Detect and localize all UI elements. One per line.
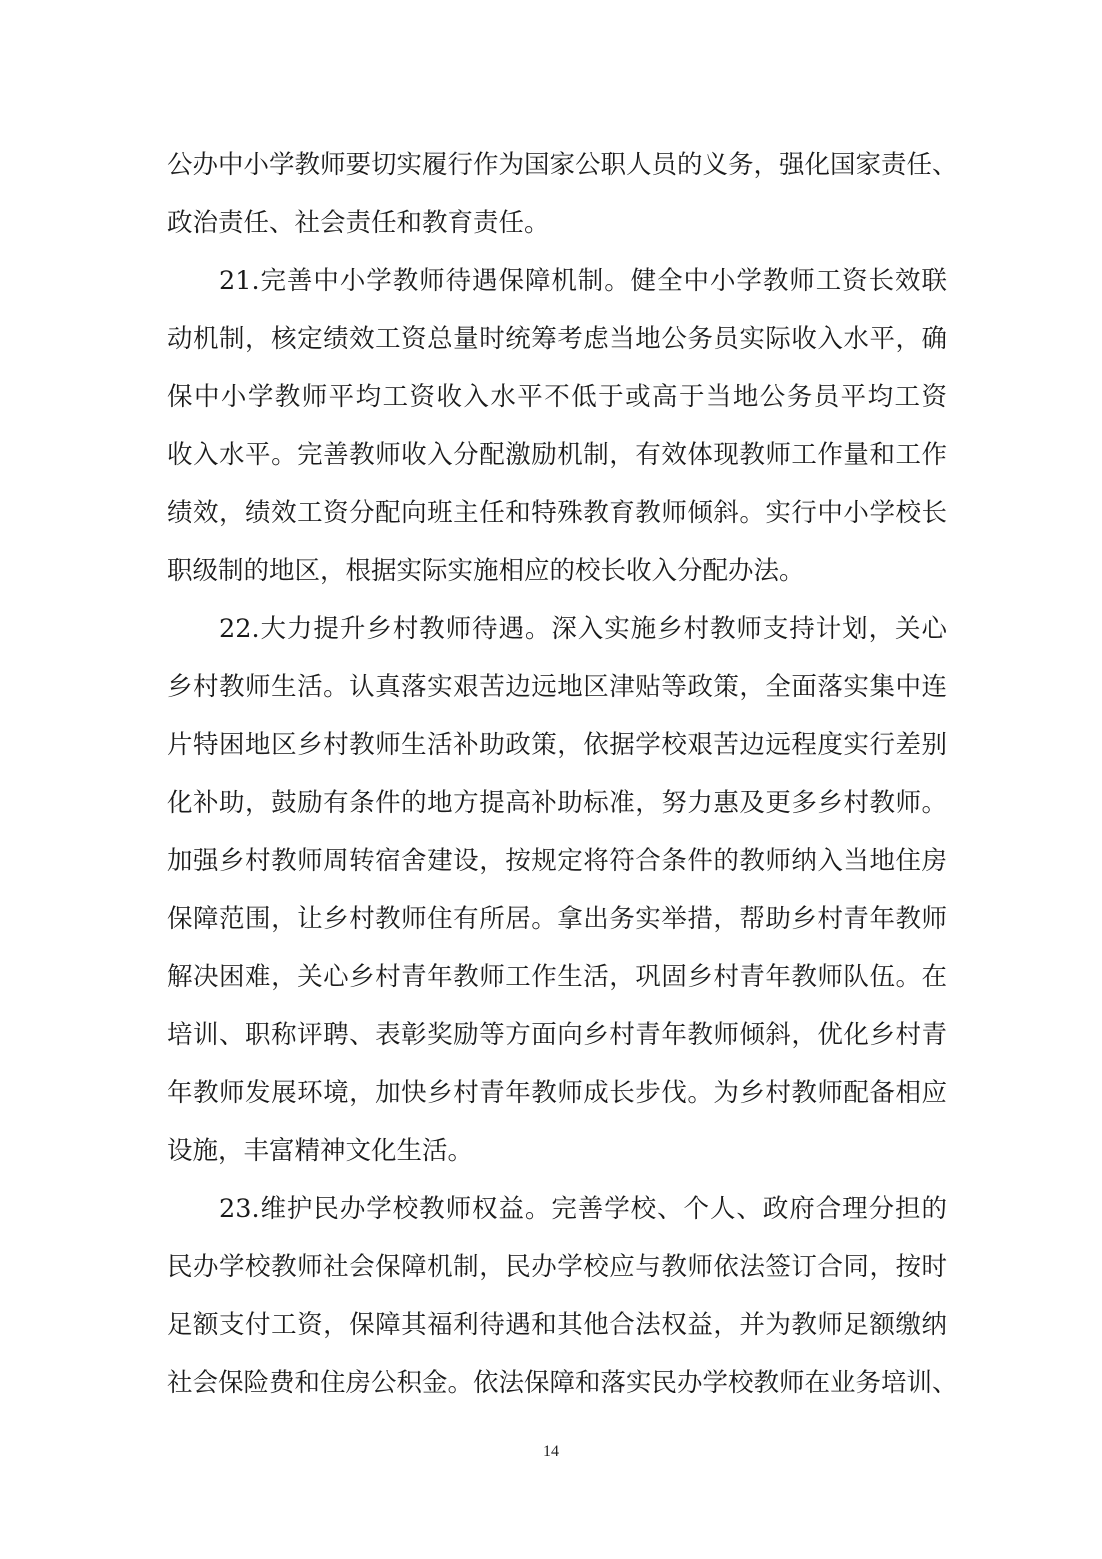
text-line: 化补助，鼓励有条件的地方提高补助标准，努力惠及更多乡村教师。 xyxy=(167,788,947,818)
text-line: 公办中小学教师要切实履行作为国家公职人员的义务，强化国家责任、 xyxy=(167,150,958,180)
text-line: 解决困难，关心乡村青年教师工作生活，巩固乡村青年教师队伍。在 xyxy=(167,962,947,992)
text-line: 加强乡村教师周转宿舍建设，按规定将符合条件的教师纳入当地住房 xyxy=(167,846,947,876)
text-line: 年教师发展环境，加快乡村青年教师成长步伐。为乡村教师配备相应 xyxy=(167,1078,947,1108)
text-line: 保障范围，让乡村教师住有所居。拿出务实举措，帮助乡村青年教师 xyxy=(167,904,947,934)
text-line: 职级制的地区，根据实际实施相应的校长收入分配办法。 xyxy=(167,556,805,586)
text-line: 绩效，绩效工资分配向班主任和特殊教育教师倾斜。实行中小学校长 xyxy=(167,498,947,528)
text-line: 21.完善中小学教师待遇保障机制。健全中小学教师工资长效联 xyxy=(219,266,947,296)
text-line: 设施，丰富精神文化生活。 xyxy=(167,1136,474,1166)
text-line: 片特困地区乡村教师生活补助政策，依据学校艰苦边远程度实行差别 xyxy=(167,730,947,760)
text-line: 政治责任、社会责任和教育责任。 xyxy=(167,208,550,238)
text-line: 23.维护民办学校教师权益。完善学校、个人、政府合理分担的 xyxy=(219,1194,947,1224)
document-body xyxy=(167,136,958,1412)
page-number: 14 xyxy=(543,1443,559,1460)
text-line: 动机制，核定绩效工资总量时统筹考虑当地公务员实际收入水平，确 xyxy=(167,324,947,354)
text-line: 收入水平。完善教师收入分配激励机制，有效体现教师工作量和工作 xyxy=(167,440,947,470)
text-line: 22.大力提升乡村教师待遇。深入实施乡村教师支持计划，关心 xyxy=(219,614,947,644)
text-line: 乡村教师生活。认真落实艰苦边远地区津贴等政策，全面落实集中连 xyxy=(167,672,947,702)
text-line: 培训、职称评聘、表彰奖励等方面向乡村青年教师倾斜，优化乡村青 xyxy=(167,1020,947,1050)
text-line: 保中小学教师平均工资收入水平不低于或高于当地公务员平均工资 xyxy=(167,382,947,412)
text-line: 足额支付工资，保障其福利待遇和其他合法权益，并为教师足额缴纳 xyxy=(167,1310,947,1340)
text-line: 民办学校教师社会保障机制，民办学校应与教师依法签订合同，按时 xyxy=(167,1252,947,1282)
text-line: 社会保险费和住房公积金。依法保障和落实民办学校教师在业务培训、 xyxy=(167,1368,958,1398)
